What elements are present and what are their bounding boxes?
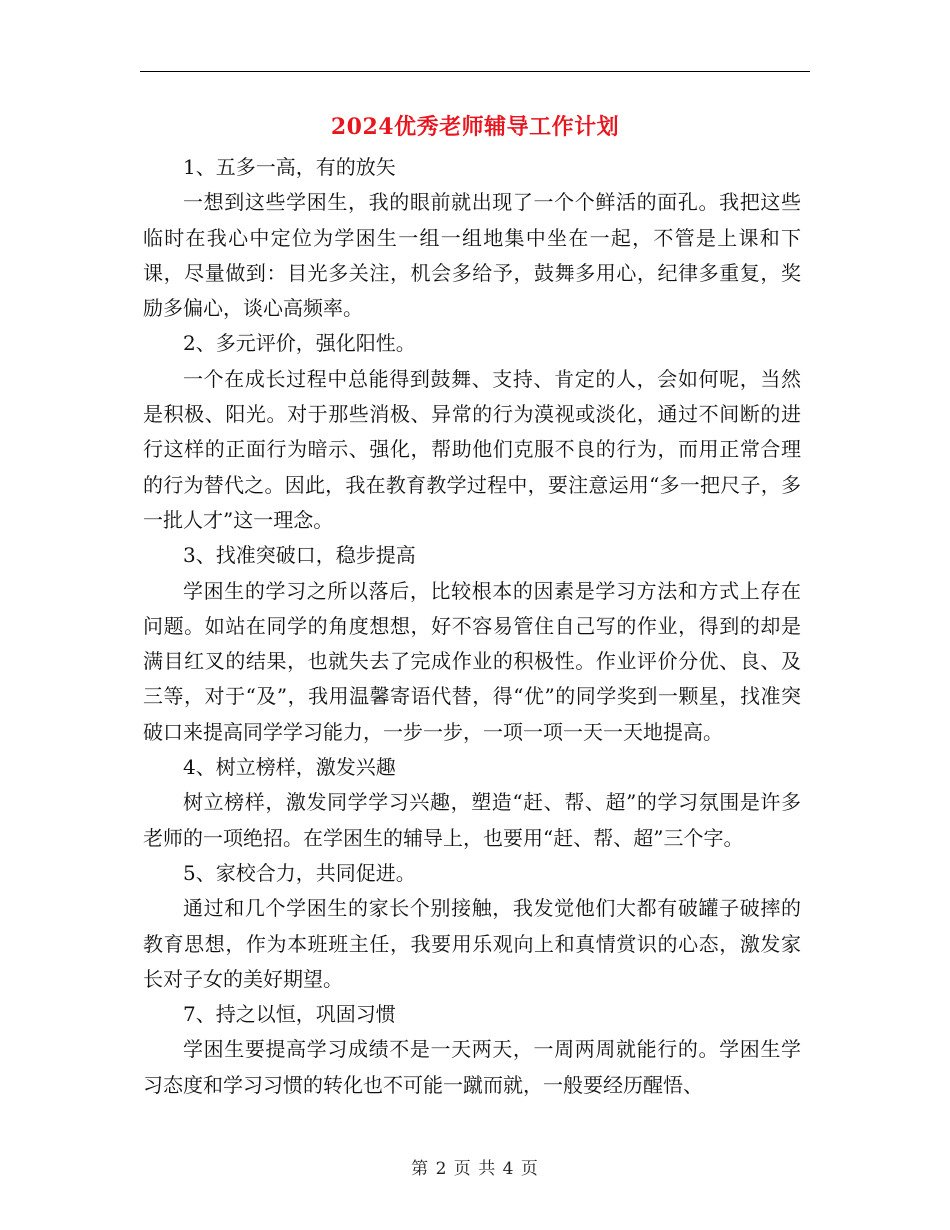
document-title: 2024优秀老师辅导工作计划 (330, 114, 620, 140)
section-heading: 7、持之以恒，巩固习惯 (183, 1002, 396, 1027)
paragraph: 学困生的学习之所以落后，比较根本的因素是学习方法和方式上存在问题。如站在同学的角度想想，好不容易管住自己写的作业，得到的却是满目红叉的结果，也就失去了完成作业的积极性。作业评价分优、良、及三等，对于“及”，我用温馨寄语代替，得“优”的同学奖到一颗星，找准突破口来提高同学学习能力，一步一步，一项一项一天一天地提高。 (143, 578, 801, 744)
section-heading: 4、树立榜样，激发兴趣 (183, 755, 396, 780)
page-number-footer: 第 2 页 共 4 页 (411, 1159, 539, 1179)
section-heading: 2、多元评价，强化阳性。 (183, 331, 416, 356)
section-heading: 3、找准突破口，稳步提高 (183, 543, 416, 568)
paragraph: 一个在成长过程中总能得到鼓舞、支持、肯定的人，会如何呢，当然是积极、阳光。对于那些消极、异常的行为漠视或淡化，通过不间断的进行这样的正面行为暗示、强化，帮助他们克服不良的行为，而用正常合理的行为替代之。因此，我在教育教学过程中，要注意运用“多一把尺子，多一批人才”这一理念。 (143, 366, 801, 532)
header-rule (140, 71, 810, 72)
paragraph: 学困生要提高学习成绩不是一天两天，一周两周就能行的。学困生学习态度和学习习惯的转化也不可能一蹴而就，一般要经历醒悟、 (143, 1037, 801, 1097)
document-body (143, 150, 801, 1103)
paragraph: 一想到这些学困生，我的眼前就出现了一个个鲜活的面孔。我把这些临时在我心中定位为学困生一组一组地集中坐在一起，不管是上课和下课，尽量做到：目光多关注，机会多给予，鼓舞多用心，纪律多重复，奖励多偏心，谈心高频率。 (143, 190, 801, 321)
section-heading: 1、五多一高，有的放矢 (183, 155, 396, 179)
paragraph: 通过和几个学困生的家长个别接触，我发觉他们大都有破罐子破摔的教育思想，作为本班班主任，我要用乐观向上和真情赏识的心态，激发家长对子女的美好期望。 (143, 896, 801, 991)
paragraph: 树立榜样，激发同学学习兴趣，塑造“赶、帮、超”的学习氛围是许多老师的一项绝招。在学困生的辅导上，也要用“赶、帮、超”三个字。 (143, 790, 801, 850)
section-heading: 5、家校合力，共同促进。 (183, 860, 416, 885)
